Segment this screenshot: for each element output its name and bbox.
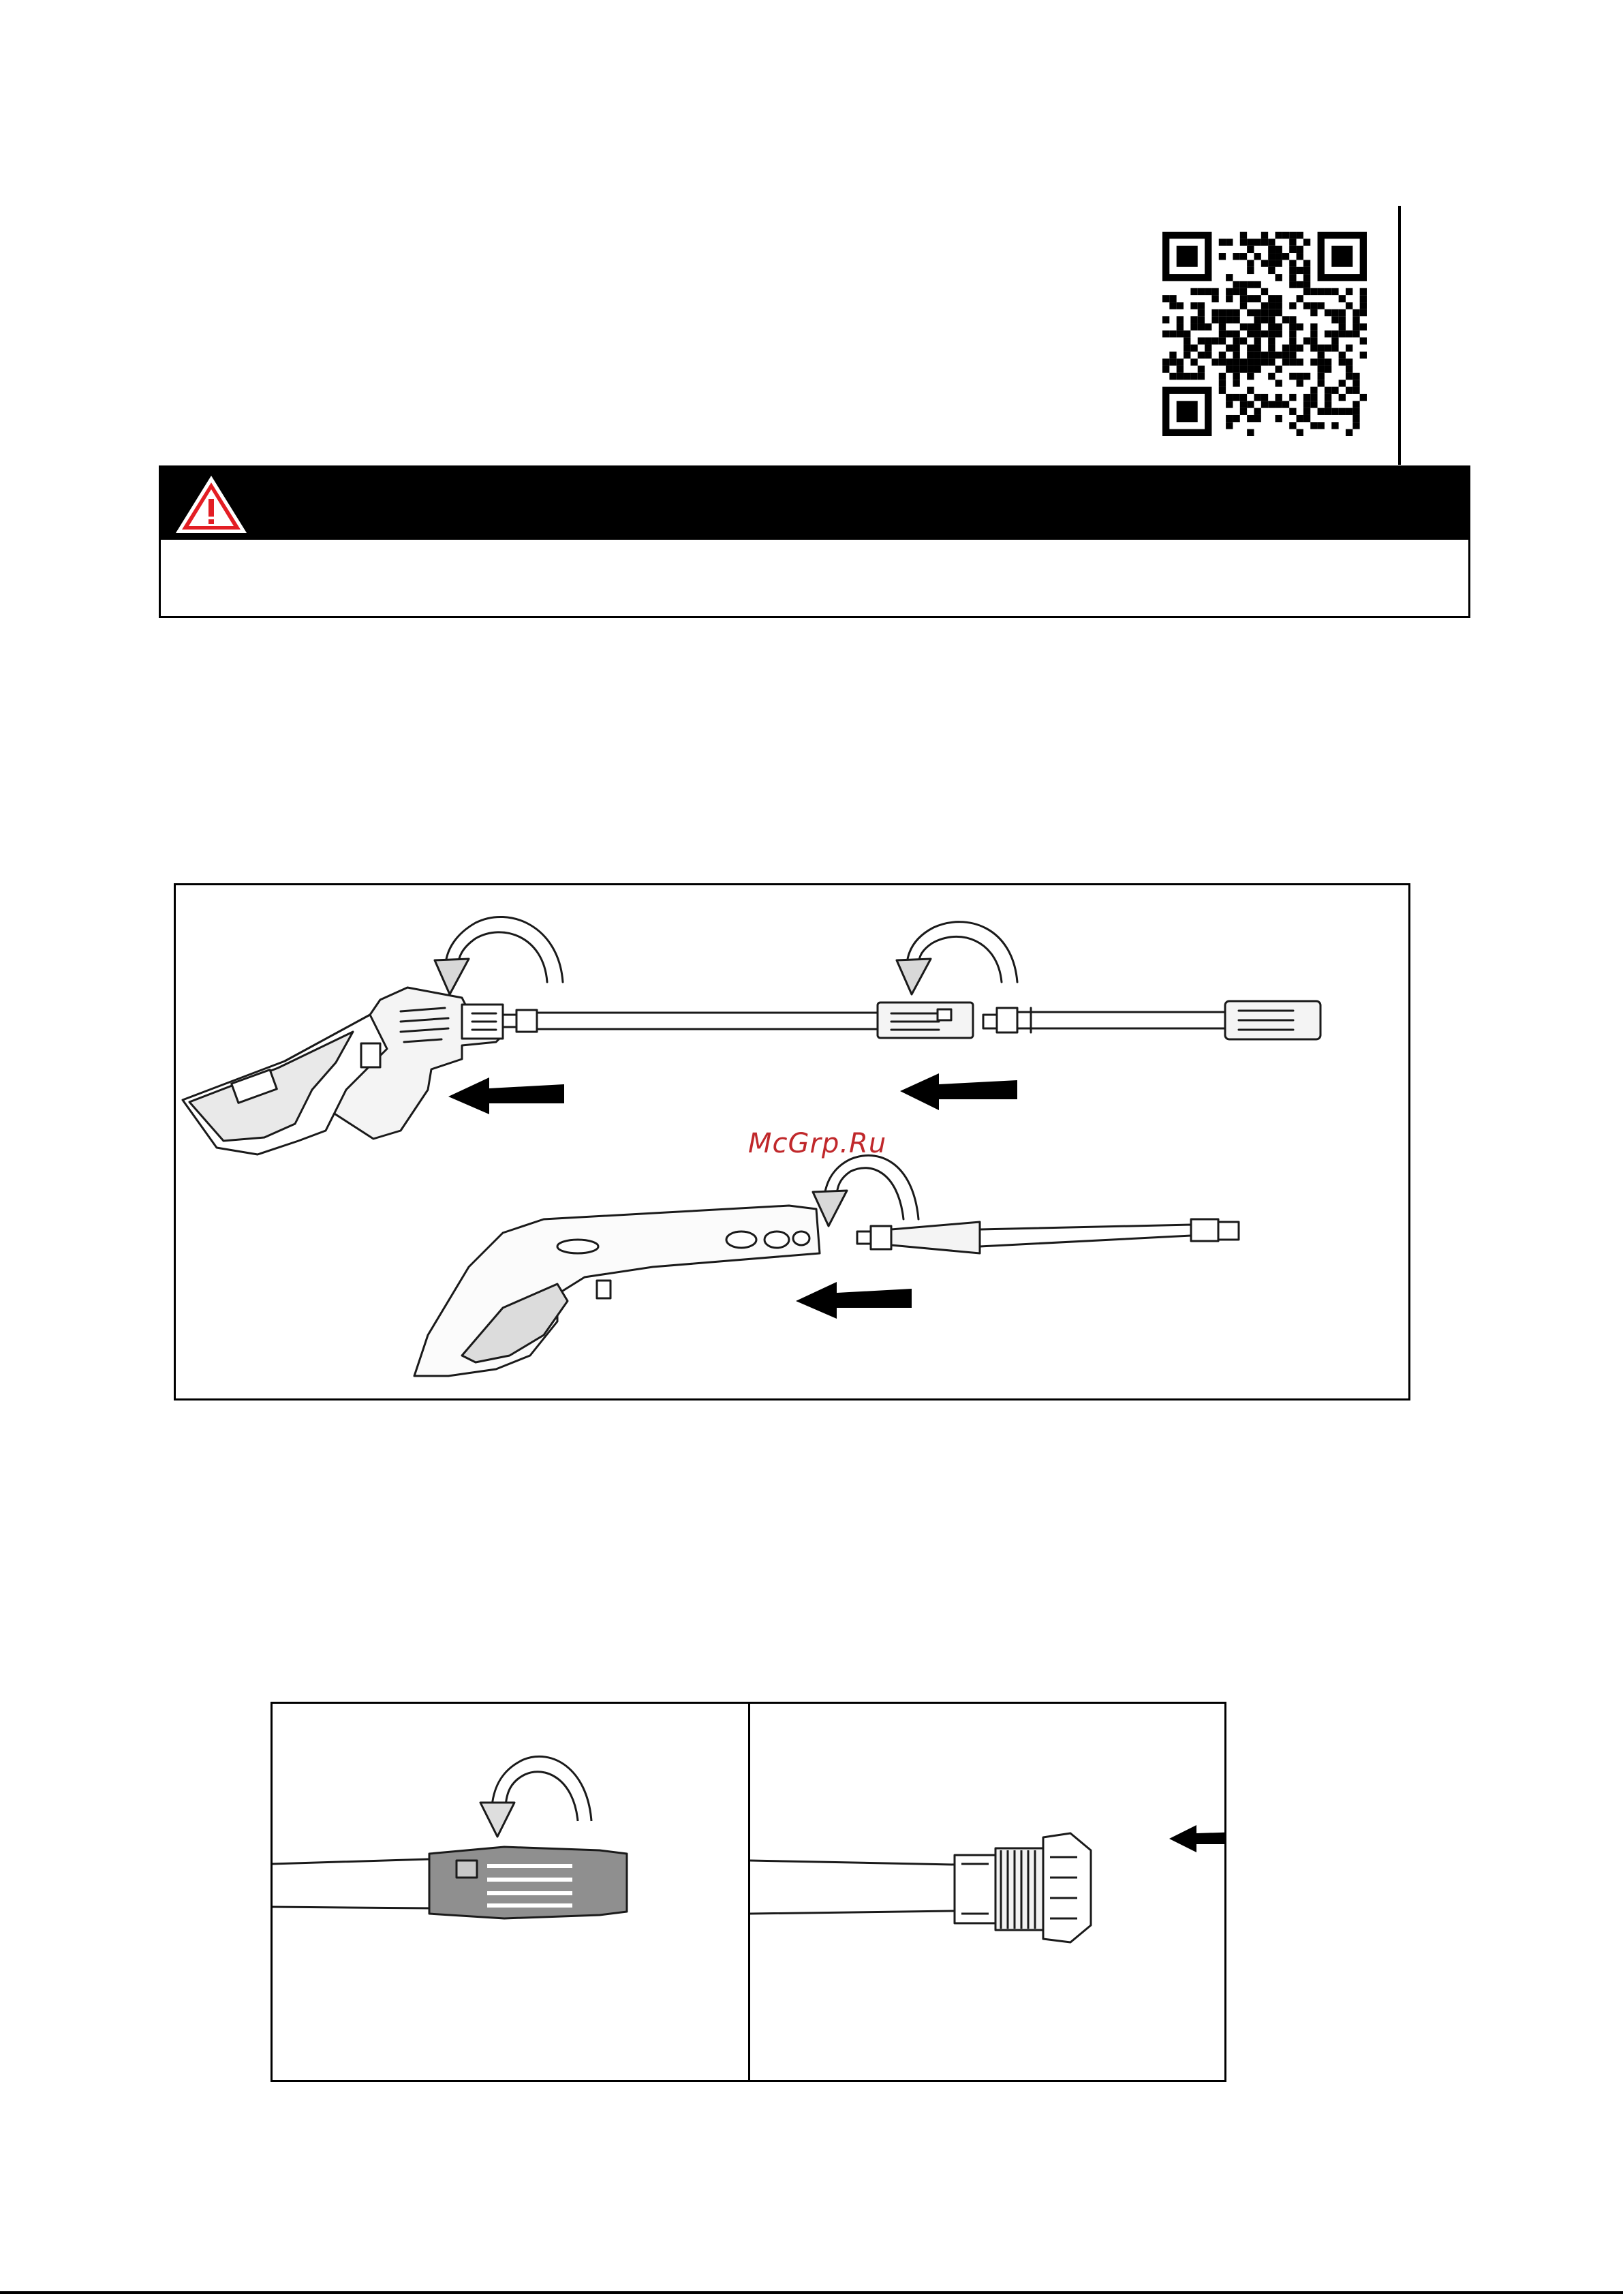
warning-header-bar — [161, 468, 1468, 540]
watermark-text: McGrp.Ru — [748, 1128, 887, 1159]
rotate-arrow-icon — [435, 917, 563, 994]
nozzle-attach-figure — [748, 1702, 1226, 2082]
rotate-arrow-icon — [813, 1155, 918, 1226]
vertical-divider — [1398, 206, 1401, 465]
push-arrow-icon — [448, 1077, 564, 1114]
spray-gun-illustration — [414, 1206, 820, 1376]
lance-illustration — [503, 1002, 973, 1038]
spray-gun-illustration — [183, 988, 503, 1154]
warning-box — [159, 465, 1470, 618]
lance-illustration — [857, 1219, 1239, 1253]
push-arrow-icon — [796, 1282, 912, 1319]
push-arrow-icon — [900, 1073, 1017, 1110]
nozzle-rotate-figure — [270, 1702, 750, 2082]
push-arrow-icon — [1169, 1825, 1226, 1852]
warning-triangle-icon — [173, 473, 249, 536]
rotate-arrow-icon — [897, 922, 1017, 994]
rotate-arrow-icon — [480, 1756, 591, 1837]
extension-lance-illustration — [983, 1001, 1320, 1039]
qr-code-icon — [1162, 232, 1367, 436]
page-footer-rule — [0, 2291, 1623, 2294]
